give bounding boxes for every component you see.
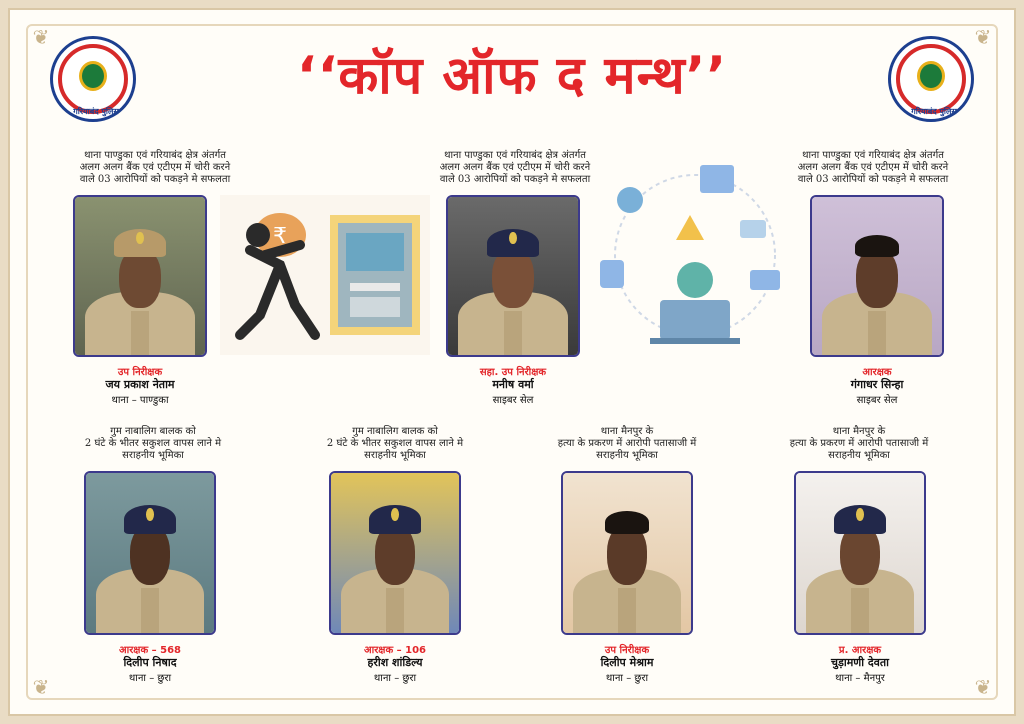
officer-photo [810,195,944,357]
officer-rank: आरक्षक [862,367,892,378]
lock-icon [600,260,624,288]
achievement-caption: गुम नाबालिग बालक को 2 घंटे के भीतर सकुशल वापस लाने मे सराहनीय भूमिका [326,426,464,461]
corner-ornament-icon: ❦ [974,675,992,699]
achievement-caption: गुम नाबालिग बालक को 2 घंटे के भीतर सकुशल वापस लाने मे सराहनीय भूमिका [84,426,222,461]
officer-station: साइबर सेल [492,395,534,406]
atm-screen-icon [346,233,404,271]
officer-name: दिलीप निषाद [123,656,177,669]
officer-rank: आरक्षक – 106 [364,645,426,656]
achievement-caption: थाना मैनपुर के हत्या के प्रकरण में आरोपी पतासाजी में सराहनीय भूमिका [789,426,929,461]
officer-photo [73,195,207,357]
laptop-icon [660,300,730,340]
officer-name: चुड़ामणी देवता [830,656,889,669]
officer-station: साइबर सेल [856,395,898,406]
officer-photo [329,471,461,635]
officer-station: थाना – पाण्डुका [111,395,169,406]
officer-photo [561,471,693,635]
hacker-icon [677,262,713,298]
corner-ornament-icon: ❦ [32,25,50,49]
officer-rank: सहा. उप निरीक्षक [479,367,547,378]
police-logo-left [50,36,136,122]
document-icon [700,165,734,193]
officer-photo [794,471,926,635]
warning-icon [676,215,704,240]
officer-photo [446,195,580,357]
police-logo-right [888,36,974,122]
achievement-caption: थाना मैनपुर के हत्या के प्रकरण में आरोपी पतासाजी में सराहनीय भूमिका [557,426,697,461]
officer-name: मनीष वर्मा [492,378,534,391]
officer-name: गंगाधर सिन्हा [850,378,904,391]
police-emblem-icon [917,61,945,91]
officer-rank: उप निरीक्षक [117,367,163,378]
achievement-caption: थाना पाण्डुका एवं गरियाबंद क्षेत्र अंतर्गत अलग अलग बैंक एवं एटीएम में चोरी करने वाले 03 आरोपियों को पकड़ने मे सफलता [797,150,949,185]
logo-caption: गरियाबंद पुलिस [73,107,119,116]
officer-name: जय प्रकाश नेताम [105,378,175,391]
officer-rank: आरक्षक – 568 [119,645,181,656]
officer-name: दिलीप मेश्राम [600,656,654,669]
police-emblem-icon [79,61,107,91]
officer-station: थाना – मैनपुर [835,673,885,684]
officer-station: थाना – छुरा [373,673,417,684]
corner-ornament-icon: ❦ [32,675,50,699]
officer-station: थाना – छुरा [128,673,172,684]
page-title: ‘‘कॉप ऑफ द मन्थ’’ [296,46,728,106]
gear-icon [617,187,643,213]
cyber-crime-illustration [590,160,800,360]
officer-station: थाना – छुरा [605,673,649,684]
achievement-caption: थाना पाण्डुका एवं गरियाबंद क्षेत्र अंतर्गत अलग अलग बैंक एवं एटीएम में चोरी करने वाले 03 आरोपियों को पकड़ने मे सफलता [79,150,231,185]
officer-rank: उप निरीक्षक [604,645,650,656]
logo-caption: गरियाबंद पुलिस [911,107,957,116]
officer-name: हरीश शांडिल्य [367,656,423,669]
corner-ornament-icon: ❦ [974,25,992,49]
achievement-caption: थाना पाण्डुका एवं गरियाबंद क्षेत्र अंतर्गत अलग अलग बैंक एवं एटीएम में चोरी करने वाले 03 आरोपियों को पकड़ने मे सफलता [439,150,591,185]
officer-photo [84,471,216,635]
atm-theft-illustration [220,195,430,355]
officer-rank: प्र. आरक्षक [838,645,882,656]
svg-text:₹: ₹ [273,224,287,249]
